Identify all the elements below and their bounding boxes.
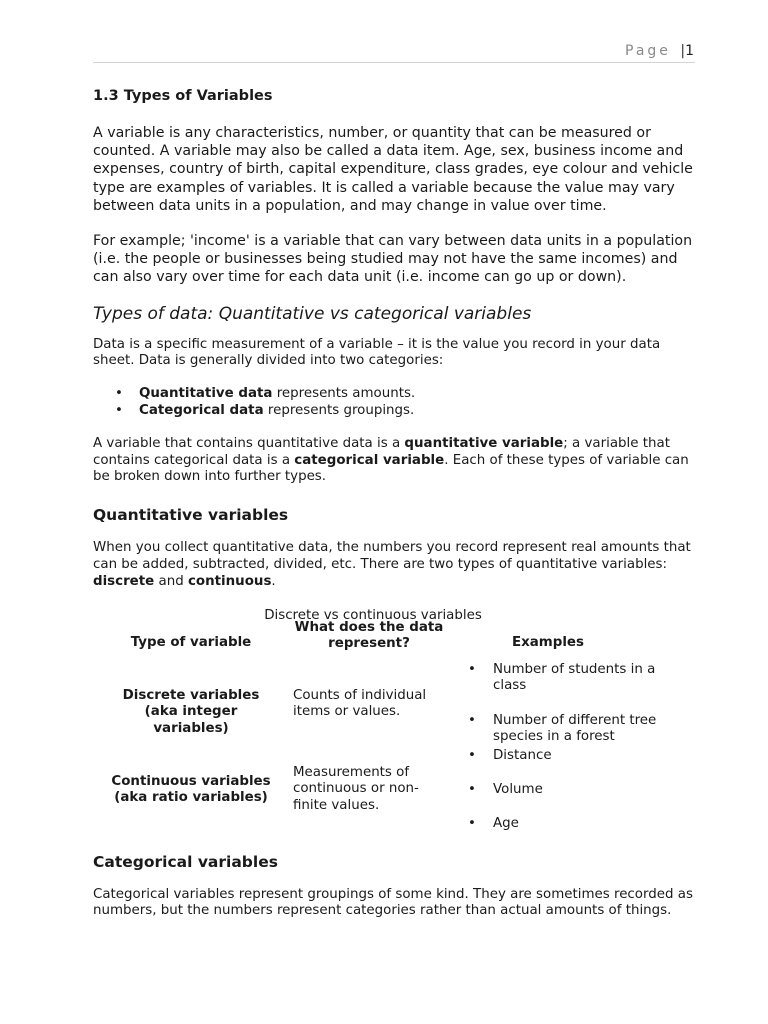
intro-paragraph-2: For example; 'income' is a variable that can vary between data units in a population (i.e. the people or businesses being studied may not have the same incomes) and can also vary over time for each data unit (i.e. income can go up or down). bbox=[93, 233, 693, 286]
table-header-examples: Examples bbox=[511, 634, 584, 650]
example-text: Number of different tree species in a forest bbox=[493, 712, 657, 745]
term-quantitative-variable: quantitative variable bbox=[404, 435, 564, 451]
table-row-2-example-1 bbox=[468, 747, 663, 765]
table-row-2-example-2 bbox=[468, 781, 663, 799]
term-continuous: continuous bbox=[187, 573, 272, 589]
variable-paragraph bbox=[93, 436, 699, 486]
table-row-1-example-1 bbox=[468, 661, 663, 696]
page-header bbox=[625, 43, 694, 59]
text-run: A variable that contains quantitative data is a bbox=[93, 435, 405, 451]
list-item-term: Categorical data bbox=[139, 403, 264, 419]
section-title: 1.3 Types of Variables bbox=[93, 88, 273, 104]
example-text: Age bbox=[493, 815, 519, 831]
page-number: 1 bbox=[685, 43, 694, 59]
types-heading: Types of data: Quantitative vs categorical variables bbox=[93, 303, 532, 324]
bullet-icon: • bbox=[468, 661, 476, 677]
types-paragraph: Data is a specific measurement of a variable – it is the value you record in your data sheet. Data is generally divided into two categories: bbox=[93, 336, 661, 369]
table-row-1-represents: Counts of individual items or values. bbox=[293, 687, 427, 720]
cat-heading: Categorical variables bbox=[93, 852, 278, 871]
bullet-icon: • bbox=[468, 712, 476, 728]
table-header-type: Type of variable bbox=[130, 634, 252, 650]
table-row-1-type: Discrete variables (aka integer variables) bbox=[122, 687, 260, 737]
header-rule bbox=[93, 62, 695, 63]
bullet-icon: • bbox=[468, 747, 476, 763]
list-item-term: Quantitative data bbox=[139, 386, 273, 402]
example-text: Number of students in a class bbox=[493, 661, 656, 694]
table-row-2-type: Continuous variables (aka ratio variables) bbox=[111, 773, 271, 806]
table-row-1-example-2 bbox=[468, 712, 663, 747]
table-caption: Discrete vs continuous variables bbox=[264, 607, 482, 623]
page-word: Page bbox=[625, 43, 671, 59]
table-row-2-example-3 bbox=[468, 815, 663, 833]
text-run: ; a variable that contains categorical data is a bbox=[93, 435, 670, 468]
list-item-text: represents amounts. bbox=[272, 386, 416, 402]
variables-table bbox=[93, 619, 699, 846]
quant-paragraph bbox=[93, 540, 699, 590]
example-text: Distance bbox=[493, 747, 552, 763]
text-run: When you collect quantitative data, the numbers you record represent real amounts that can be added, subtracted, divided, etc. There are two types of quantitative variables: bbox=[93, 540, 691, 572]
table-row-2-represents: Measurements of continuous or non-finite values. bbox=[293, 764, 419, 814]
page-separator: | bbox=[680, 43, 686, 59]
term-discrete: discrete bbox=[93, 573, 155, 589]
document-body bbox=[93, 86, 699, 920]
bullet-icon: • bbox=[468, 781, 476, 797]
text-run: and bbox=[154, 573, 188, 589]
text-run: . Each of these types of variable can be broken down into further types. bbox=[93, 452, 689, 485]
text-run: . bbox=[271, 573, 276, 589]
term-categorical-variable: categorical variable bbox=[294, 452, 445, 468]
types-list bbox=[93, 386, 699, 420]
quant-heading: Quantitative variables bbox=[93, 506, 289, 525]
list-item bbox=[93, 403, 699, 420]
list-item-text: represents groupings. bbox=[263, 403, 415, 419]
cat-paragraph: Categorical variables represent groupings of some kind. They are sometimes recorded as numbers, but the numbers represent categories rather than actual amounts of things. bbox=[93, 886, 693, 919]
bullet-icon: • bbox=[468, 815, 476, 831]
example-text: Volume bbox=[493, 781, 543, 797]
list-item bbox=[93, 386, 699, 403]
table-header-represents: What does the data represent? bbox=[294, 619, 444, 652]
intro-paragraph-1: A variable is any characteristics, number, or quantity that can be measured or counted. A variable may also be called a data item. Age, sex, business income and expenses, country of birth, capital expenditure, class grades, eye colour and vehicle type are examples of variables. It is called a variable because the value may vary between data units in a population, and may change in value over time. bbox=[93, 125, 693, 214]
